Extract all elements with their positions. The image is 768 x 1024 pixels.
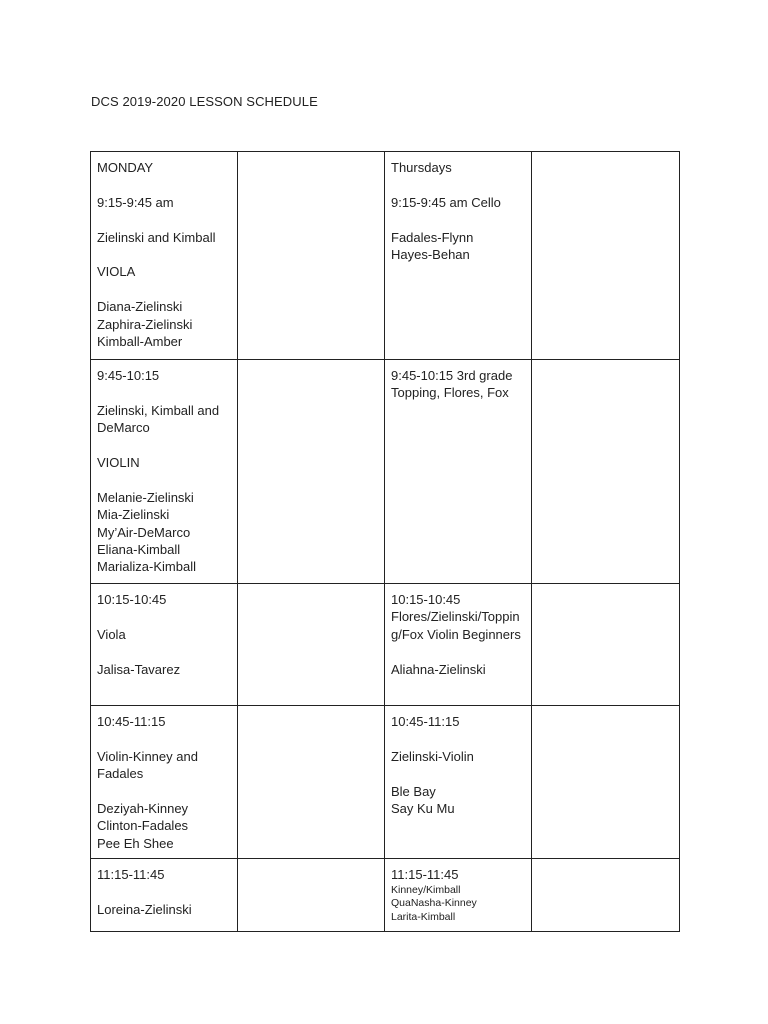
document-title: DCS 2019-2020 LESSON SCHEDULE: [91, 94, 318, 109]
cell-text-line: Mia-Zielinski: [97, 507, 170, 523]
thursday-lesson-cell: [385, 584, 532, 706]
cell-text-block: [391, 159, 525, 176]
cell-text-line: Hayes-Behan: [391, 247, 470, 262]
cell-text-line: Marializa-Kimball: [97, 559, 196, 575]
cell-text-block: [391, 866, 525, 924]
monday-lesson-cell: [91, 859, 238, 932]
cell-text-block: [97, 800, 231, 852]
cell-text-line: QuaNasha-Kinney: [391, 897, 477, 910]
monday-lesson-cell: [91, 152, 238, 360]
cell-text-line: 10:15-10:45: [97, 592, 167, 607]
thursday-lesson-cell: [385, 360, 532, 584]
cell-text-block: [391, 367, 525, 402]
cell-text-line: Zielinski, Kimball and DeMarco: [97, 402, 220, 436]
monday-lesson-cell: [91, 360, 238, 584]
cell-text-block: [97, 402, 231, 437]
cell-text-line: Topping, Flores, Fox: [391, 385, 509, 401]
cell-text-line: Eliana-Kimball: [97, 542, 181, 558]
cell-text-line: 11:15-11:45: [97, 867, 165, 883]
cell-text-line: Diana-Zielinski: [97, 299, 183, 315]
thursday-lesson-cell: [385, 859, 532, 932]
cell-text-line: Say Ku Mu: [391, 801, 455, 816]
cell-text-block: [97, 489, 231, 576]
empty-cell: [532, 859, 680, 932]
cell-text-block: [97, 194, 231, 211]
empty-cell: [238, 706, 385, 859]
cell-text-block: [97, 454, 231, 471]
cell-text-line: Deziyah-Kinney: [97, 801, 189, 816]
cell-text-line: My’Air-DeMarco: [97, 524, 191, 540]
cell-text-line: Thursdays: [391, 160, 452, 175]
empty-cell: [532, 584, 680, 706]
cell-text-line: Aliahna-Zielinski: [391, 661, 486, 677]
cell-text-block: [97, 591, 231, 608]
cell-text-block: [97, 661, 231, 678]
cell-text-block: [97, 367, 231, 384]
cell-text-block: [97, 263, 231, 280]
cell-text-block: [97, 159, 231, 176]
schedule-row: [91, 859, 680, 932]
cell-text-block: [391, 783, 525, 818]
cell-text-line: 10:45-11:15: [97, 714, 166, 729]
empty-cell: [238, 584, 385, 706]
cell-text-line: VIOLA: [97, 264, 136, 280]
cell-text-block: [391, 713, 525, 730]
cell-text-block: [97, 901, 231, 918]
cell-text-line: MONDAY: [97, 160, 154, 175]
empty-cell: [238, 152, 385, 360]
schedule-body: [91, 152, 680, 932]
cell-text-block: [391, 194, 525, 211]
monday-lesson-cell: [91, 706, 238, 859]
cell-text-block: [97, 713, 231, 730]
cell-text-line: Jalisa-Tavarez: [97, 661, 181, 677]
cell-text-line: 9:15-9:45 am: [97, 194, 174, 210]
cell-text-block: [97, 298, 231, 350]
cell-text-line: 9:45-10:15: [97, 368, 160, 383]
cell-text-block: [97, 626, 231, 643]
cell-text-line: Clinton-Fadales: [97, 818, 189, 834]
monday-lesson-cell: [91, 584, 238, 706]
schedule-row: [91, 584, 680, 706]
cell-text-line: Kinney/Kimball: [391, 883, 461, 896]
schedule-row: [91, 360, 680, 584]
empty-cell: [532, 706, 680, 859]
thursday-lesson-cell: [385, 152, 532, 360]
cell-text-block: [97, 866, 231, 883]
cell-text-line: VIOLIN: [97, 455, 140, 470]
cell-text-block: [391, 748, 525, 765]
empty-cell: [532, 360, 680, 584]
cell-text-line: 9:15-9:45 am Cello: [391, 194, 501, 210]
cell-text-line: Loreina-Zielinski: [97, 902, 192, 918]
cell-text-line: Larita-Kimball: [391, 910, 456, 923]
cell-text-line: Kimball-Amber: [97, 334, 183, 349]
cell-text-line: Pee Eh Shee: [97, 835, 174, 851]
cell-text-line: Zielinski-Violin: [391, 748, 474, 764]
cell-text-line: Melanie-Zielinski: [97, 489, 194, 505]
schedule-row: [91, 706, 680, 859]
empty-cell: [238, 360, 385, 584]
cell-text-line: 10:15-10:45: [391, 592, 461, 607]
cell-text-line: 11:15-11:45: [391, 867, 459, 883]
cell-text-line: Ble Bay: [391, 783, 436, 799]
cell-text-line: 10:45-11:15: [391, 714, 460, 729]
cell-text-line: Zaphira-Zielinski: [97, 316, 193, 332]
cell-text-block: [97, 748, 231, 783]
cell-text-block: [391, 661, 525, 678]
cell-text-block: [97, 229, 231, 246]
thursday-lesson-cell: [385, 706, 532, 859]
cell-text-line: Violin-Kinney and Fadales: [97, 748, 198, 782]
cell-text-block: [391, 591, 525, 643]
empty-cell: [532, 152, 680, 360]
schedule-row: [91, 152, 680, 360]
cell-text-line: Fadales-Flynn: [391, 229, 474, 245]
empty-cell: [238, 859, 385, 932]
lesson-schedule-table: [90, 151, 680, 932]
cell-text-block: [391, 229, 525, 264]
cell-text-line: Zielinski and Kimball: [97, 229, 216, 245]
cell-text-line: Flores/Zielinski/Topping/Fox Violin Beginners: [391, 609, 521, 642]
cell-text-line: 9:45-10:15 3rd grade: [391, 368, 513, 383]
cell-text-line: Viola: [97, 626, 126, 642]
